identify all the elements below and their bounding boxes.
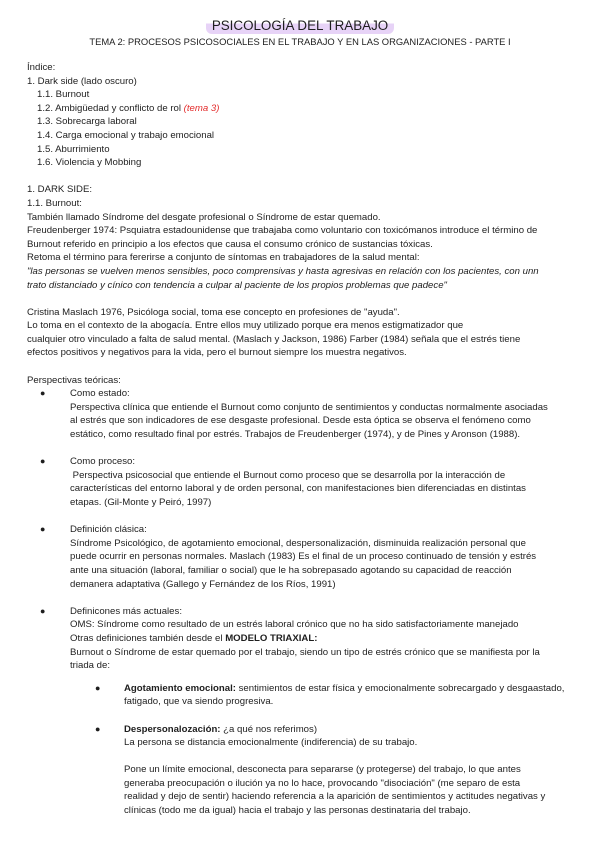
- toc-item: [27, 102, 579, 116]
- toc-item-label: 1.1. Burnout: [37, 89, 90, 101]
- triad-term: Despersonalozación:: [124, 723, 221, 735]
- section-heading: 1. DARK SIDE:: [27, 184, 93, 196]
- bullet-icon: ●: [40, 456, 46, 467]
- paragraph-line: Freudenberger 1974: Psquiatra estadounidense que trabajaba como voluntario con toxicómanos introduce el término de: [27, 225, 538, 237]
- page-subtitle: TEMA 2: PROCESOS PSICOSOCIALES EN EL TRABAJO Y EN LAS ORGANIZACIONES - PARTE I: [89, 36, 511, 47]
- triaxial-line: [70, 632, 579, 646]
- triad-text: sentimientos de estar física y emocionalmente sobrecargado y desgaastado,: [235, 682, 565, 694]
- paragraph-line: Retoma el término para fererirse a conjunto de síntomas en trabajadores de la salud mental:: [27, 252, 420, 264]
- toc-section-1: 1. Dark side (lado oscuro): [27, 75, 137, 87]
- perspectivas-heading: Perspectivas teóricas:: [27, 374, 121, 386]
- paragraph-line: Burnout referido en principio a los efectos que causa el consumo crónico de sustancias tóxicas.: [27, 238, 433, 250]
- bullet-icon: ●: [40, 524, 46, 535]
- perspective-line: etapas. (Gil-Monte y Peiró, 1997): [70, 497, 212, 508]
- perspective-line: puede ocurrir en personas normales. Maslach (1983) Es el final de un proceso continuado de tensión y estrés: [70, 551, 537, 563]
- bullet-icon: ●: [95, 723, 101, 734]
- perspective-line: triada de:: [70, 660, 111, 672]
- perspective-line: demanera adaptativa (Gallego y Fernández de los Ríos, 1991): [70, 578, 336, 590]
- triad-item-agotamiento: [27, 682, 579, 709]
- toc-heading: Índice:: [27, 62, 56, 73]
- spacer: [27, 292, 579, 306]
- quote-line: trato distanciado y cínico con tendencia a culpar al paciente de los propios problemas que padece": [27, 279, 447, 291]
- bullet-icon: ●: [40, 388, 46, 399]
- triad-term: Agotamiento emocional:: [124, 682, 236, 694]
- triad-line: Pone un límite emocional, desconecta para separarse (y protegerse) del trabajo, lo que antes: [124, 764, 521, 776]
- toc-item: [27, 115, 579, 129]
- toc-item: [27, 156, 579, 170]
- toc-item-label: 1.2. Ambigüedad y conflicto de rol: [37, 102, 184, 114]
- triad-line: La persona se distancia emocionalmente (indiferencia) de su trabajo.: [124, 737, 418, 749]
- spacer: [27, 673, 579, 682]
- perspective-line: características del entorno laboral y de orden personal, con manifestaciones bien diferenciadas en distintas: [70, 483, 526, 495]
- toc-item-label: 1.5. Aburrimiento: [37, 143, 110, 155]
- triaxial-prefix: Otras definiciones también desde el: [70, 632, 226, 644]
- triaxial-model: MODELO TRIAXIAL:: [225, 632, 318, 644]
- toc-item-label: 1.4. Carga emocional y trabajo emocional: [37, 129, 215, 141]
- spacer: [27, 591, 579, 605]
- perspective-item: [27, 605, 579, 673]
- triad-text: ¿a qué nos referimos): [220, 723, 318, 735]
- subsection-heading: 1.1. Burnout:: [27, 197, 82, 209]
- toc-item: [27, 129, 579, 143]
- perspective-title: Como proceso:: [70, 456, 136, 468]
- triad-line: generaba preocupación o ilución ya no lo hace, provocando "disociación" (me separo de esta: [124, 777, 521, 789]
- toc-item: [27, 88, 579, 102]
- bullet-icon: ●: [95, 682, 101, 693]
- spacer: [27, 510, 579, 524]
- spacer: [27, 709, 579, 723]
- paragraph-line: Cristina Maslach 1976, Psicóloga social, toma ese concepto en profesiones de "ayuda".: [27, 306, 400, 318]
- triad-line: realidad y dejo de sentir) haciendo referencia a la aparición de sentimientos y actitudes negativas y: [124, 791, 546, 803]
- toc-item-note: (tema 3): [183, 102, 220, 114]
- toc-item-label: 1.6. Violencia y Mobbing: [37, 157, 142, 169]
- triad-line: [124, 682, 579, 696]
- spacer: [27, 442, 579, 456]
- page-title: PSICOLOGÍA DEL TRABAJO: [206, 17, 394, 34]
- paragraph-line: Lo toma en el contexto de la abogacía. Entre ellos muy utilizado porque era menos estigmatizador que: [27, 320, 464, 332]
- perspective-title: Definicones más actuales:: [70, 605, 182, 617]
- toc-item: [27, 143, 579, 157]
- spacer: [27, 360, 579, 374]
- paragraph-line: También llamado Síndrome del desgate profesional o Síndrome de estar quemado.: [27, 211, 381, 223]
- perspective-item: [27, 523, 579, 591]
- perspective-title: Definición clásica:: [70, 524, 147, 536]
- perspective-line: estático, como resultado final por estrés. Trabajos de Freudenberger (1974), y de Pines y Aronson (1988).: [70, 429, 521, 441]
- paragraph-line: cualquier otro vinculado a falta de salud mental. (Maslach y Jackson, 1986) Farber (1984) señala que el estrés tiene: [27, 333, 521, 345]
- document-body: [27, 61, 579, 818]
- perspective-title: Como estado:: [70, 388, 130, 400]
- perspective-line: ante una situación (laboral, familiar o social) que le ha sobrepasado agotando su capacidad de reacción: [70, 564, 512, 576]
- triad-line: [124, 723, 579, 737]
- spacer: [27, 170, 579, 184]
- title-wrap: [0, 17, 600, 35]
- paragraph-line: efectos positivos y negativos para la vida, pero el burnout siempre los muestra negativos.: [27, 347, 407, 359]
- triad-item-despersonalizacion: [27, 723, 579, 818]
- perspective-line: Perspectiva clínica que entiende el Burnout como conjunto de sentimientos y conductas normalmente asociadas: [70, 401, 548, 413]
- perspective-line: Síndrome Psicológico, de agotamiento emocional, despersonalización, disminuida realización personal que: [70, 537, 526, 549]
- triad-line: clínicas (todo me da igual) hacia el trabajo y las personas destinataria del trabajo.: [124, 805, 471, 817]
- perspective-line: Perspectiva psicosocial que entiende el Burnout como proceso que se desarrolla por la interacción de: [70, 469, 506, 481]
- quote-line: "las personas se vuelven menos sensibles, poco comprensivas y hasta agresivas en relación con los pacientes, con unn: [27, 265, 539, 277]
- perspective-item: [27, 387, 579, 441]
- perspective-item: [27, 455, 579, 509]
- bullet-icon: ●: [40, 605, 46, 616]
- triad-line: fatigado, que va siendo progresiva.: [124, 696, 274, 708]
- perspective-line: al estrés que son indicadores de ese desgaste profesional. Desde esta óptica se observa el fenómeno como: [70, 415, 531, 427]
- spacer: [124, 750, 579, 764]
- oms-line: OMS: Síndrome como resultado de un estrés laboral crónico que no ha sido satisfactoriamente manejado: [70, 619, 519, 631]
- perspective-line: Burnout o Síndrome de estar quemado por el trabajo, siendo un tipo de estrés crónico que se manifiesta por la: [70, 646, 540, 658]
- toc-item-label: 1.3. Sobrecarga laboral: [37, 116, 137, 128]
